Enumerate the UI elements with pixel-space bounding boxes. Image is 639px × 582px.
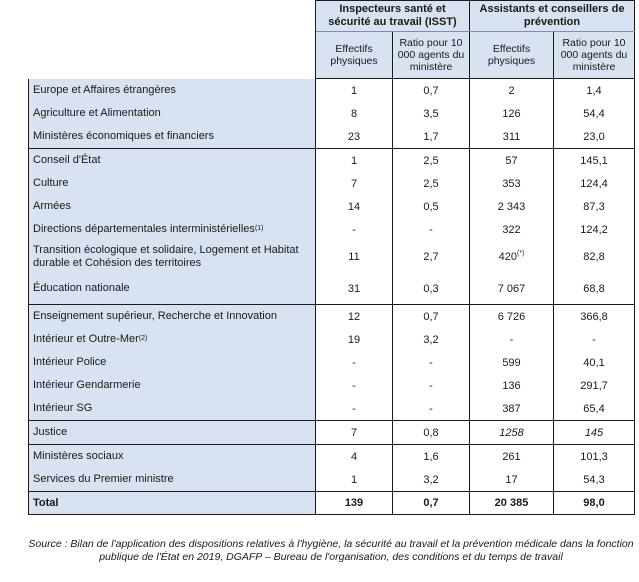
cell-isst-ratio: 2,5	[393, 149, 470, 173]
cell-prevention-effectifs: 261	[470, 445, 554, 469]
header-isst-effectifs: Effectifs physiques	[316, 32, 393, 79]
cell-prevention-ratio: 1,4	[554, 79, 635, 103]
cell-isst-ratio: 3,5	[393, 102, 470, 125]
cell-prevention-ratio: 124,4	[554, 172, 635, 195]
row-label: Justice	[29, 421, 316, 445]
source-note: Source : Bilan de l'application des dispositions relatives à l'hygiène, la sécurité au travail et la prévention médicale dans la fonction publique de l'État en 2019, DGAFP – Bureau de l'organisation, des conditions et du temps de travail	[28, 538, 634, 563]
cell-isst-ratio: 0,7	[393, 79, 470, 103]
cell-isst-effectifs: 7	[316, 421, 393, 445]
cell-isst-effectifs: -	[316, 397, 393, 421]
table-row	[29, 241, 635, 273]
row-label: Intérieur et Outre-Mer$^{(2)}$	[29, 328, 316, 351]
cell-isst-ratio: -	[393, 351, 470, 374]
cell-prevention-effectifs: -	[470, 328, 554, 351]
cell-isst-ratio: -	[393, 374, 470, 397]
row-label: Intérieur Gendarmerie	[29, 374, 316, 397]
table-row	[29, 421, 635, 445]
cell-isst-effectifs: 31	[316, 273, 393, 305]
cell-prevention-ratio: 68,8	[554, 273, 635, 305]
cell-prevention-ratio: 54,4	[554, 102, 635, 125]
table-row	[29, 172, 635, 195]
table-row	[29, 305, 635, 329]
cell-prevention-ratio: 101,3	[554, 445, 635, 469]
cell-isst-effectifs: -	[316, 218, 393, 241]
row-label: Conseil d'État	[29, 149, 316, 173]
table-row	[29, 397, 635, 421]
cell-isst-effectifs: 19	[316, 328, 393, 351]
cell-prevention-ratio: -	[554, 328, 635, 351]
table-row	[29, 218, 635, 241]
footnote-marker: (*)	[516, 250, 525, 257]
cell-isst-ratio: 1,7	[393, 125, 470, 149]
cell-isst-effectifs: 1	[316, 79, 393, 103]
cell-prevention-effectifs: 6 726	[470, 305, 554, 329]
header-prevention-effectifs: Effectifs physiques	[470, 32, 554, 79]
cell-prevention-effectifs: 57	[470, 149, 554, 173]
cell-isst-ratio: 0,7	[393, 305, 470, 329]
table-row	[29, 374, 635, 397]
row-label: Ministères sociaux	[29, 445, 316, 469]
total-prevention-ratio: 98,0	[554, 492, 635, 515]
cell-prevention-effectifs: 353	[470, 172, 554, 195]
table-row	[29, 125, 635, 149]
row-label: Europe et Affaires étrangères	[29, 79, 316, 103]
total-isst-ratio: 0,7	[393, 492, 470, 515]
table-row	[29, 195, 635, 218]
row-label: Agriculture et Alimentation	[29, 102, 316, 125]
cell-prevention-ratio: 23,0	[554, 125, 635, 149]
row-label: Ministères économiques et financiers	[29, 125, 316, 149]
cell-isst-ratio: 1,6	[393, 445, 470, 469]
table-row	[29, 149, 635, 173]
table-row	[29, 351, 635, 374]
cell-isst-ratio: 0,8	[393, 421, 470, 445]
cell-prevention-effectifs: 7 067	[470, 273, 554, 305]
cell-prevention-ratio: 87,3	[554, 195, 635, 218]
footnote-marker: (1)	[254, 225, 264, 232]
cell-prevention-ratio: 124,2	[554, 218, 635, 241]
total-prevention-effectifs: 20 385	[470, 492, 554, 515]
cell-isst-effectifs: 4	[316, 445, 393, 469]
row-label: Armées	[29, 195, 316, 218]
cell-prevention-effectifs: 322	[470, 218, 554, 241]
table-container	[28, 0, 634, 515]
cell-isst-ratio: -	[393, 397, 470, 421]
table-row	[29, 79, 635, 103]
cell-isst-ratio: -	[393, 218, 470, 241]
cell-prevention-ratio: 145	[554, 421, 635, 445]
cell-prevention-effectifs: 136	[470, 374, 554, 397]
header-isst-ratio: Ratio pour 10 000 agents du ministère	[393, 32, 470, 79]
cell-prevention-effectifs: 387	[470, 397, 554, 421]
row-label: Enseignement supérieur, Recherche et Innovation	[29, 305, 316, 329]
cell-isst-ratio: 0,3	[393, 273, 470, 305]
table-row	[29, 273, 635, 305]
header-prevention-ratio: Ratio pour 10 000 agents du ministère	[554, 32, 635, 79]
cell-isst-effectifs: 7	[316, 172, 393, 195]
cell-isst-effectifs: 11	[316, 241, 393, 273]
cell-prevention-effectifs: 311	[470, 125, 554, 149]
header-corner-2	[29, 32, 316, 79]
cell-isst-effectifs: -	[316, 351, 393, 374]
header-row-groups	[29, 1, 635, 32]
row-label: Intérieur SG	[29, 397, 316, 421]
cell-isst-effectifs: 23	[316, 125, 393, 149]
cell-prevention-ratio: 40,1	[554, 351, 635, 374]
footnote-marker: (2)	[138, 335, 148, 342]
cell-isst-effectifs: 14	[316, 195, 393, 218]
cell-isst-ratio: 3,2	[393, 468, 470, 492]
total-row	[29, 492, 635, 515]
row-label: Éducation nationale	[29, 273, 316, 305]
cell-prevention-effectifs: 126	[470, 102, 554, 125]
cell-prevention-ratio: 291,7	[554, 374, 635, 397]
cell-isst-effectifs: 1	[316, 149, 393, 173]
row-label: Services du Premier ministre	[29, 468, 316, 492]
cell-prevention-effectifs: 599	[470, 351, 554, 374]
cell-isst-ratio: 2,5	[393, 172, 470, 195]
cell-isst-effectifs: 8	[316, 102, 393, 125]
row-label: Directions départementales interministérielles$^{(1)}$	[29, 218, 316, 241]
cell-isst-ratio: 2,7	[393, 241, 470, 273]
cell-prevention-effectifs: 2 343	[470, 195, 554, 218]
header-group-isst: Inspecteurs santé et sécurité au travail (ISST)	[316, 1, 470, 32]
data-table	[28, 0, 635, 515]
cell-prevention-ratio: 366,8	[554, 305, 635, 329]
table-row	[29, 468, 635, 492]
header-group-prevention: Assistants et conseillers de prévention	[470, 1, 635, 32]
table-row	[29, 102, 635, 125]
cell-prevention-effectifs: 1258	[470, 421, 554, 445]
cell-prevention-ratio: 54,3	[554, 468, 635, 492]
cell-prevention-effectifs: 420(*)	[470, 241, 554, 273]
total-isst-effectifs: 139	[316, 492, 393, 515]
cell-prevention-ratio: 82,8	[554, 241, 635, 273]
cell-isst-ratio: 0,5	[393, 195, 470, 218]
header-row-columns	[29, 32, 635, 79]
cell-isst-effectifs: 1	[316, 468, 393, 492]
cell-prevention-ratio: 65,4	[554, 397, 635, 421]
total-label: Total	[29, 492, 316, 515]
header-corner	[29, 1, 316, 32]
row-label: Transition écologique et solidaire, Logement et Habitat durable et Cohésion des territoires	[29, 241, 316, 273]
cell-prevention-ratio: 145,1	[554, 149, 635, 173]
table-row	[29, 445, 635, 469]
row-label: Culture	[29, 172, 316, 195]
cell-prevention-effectifs: 2	[470, 79, 554, 103]
cell-isst-effectifs: -	[316, 374, 393, 397]
table-row	[29, 328, 635, 351]
cell-isst-ratio: 3,2	[393, 328, 470, 351]
row-label: Intérieur Police	[29, 351, 316, 374]
cell-isst-effectifs: 12	[316, 305, 393, 329]
cell-prevention-effectifs: 17	[470, 468, 554, 492]
